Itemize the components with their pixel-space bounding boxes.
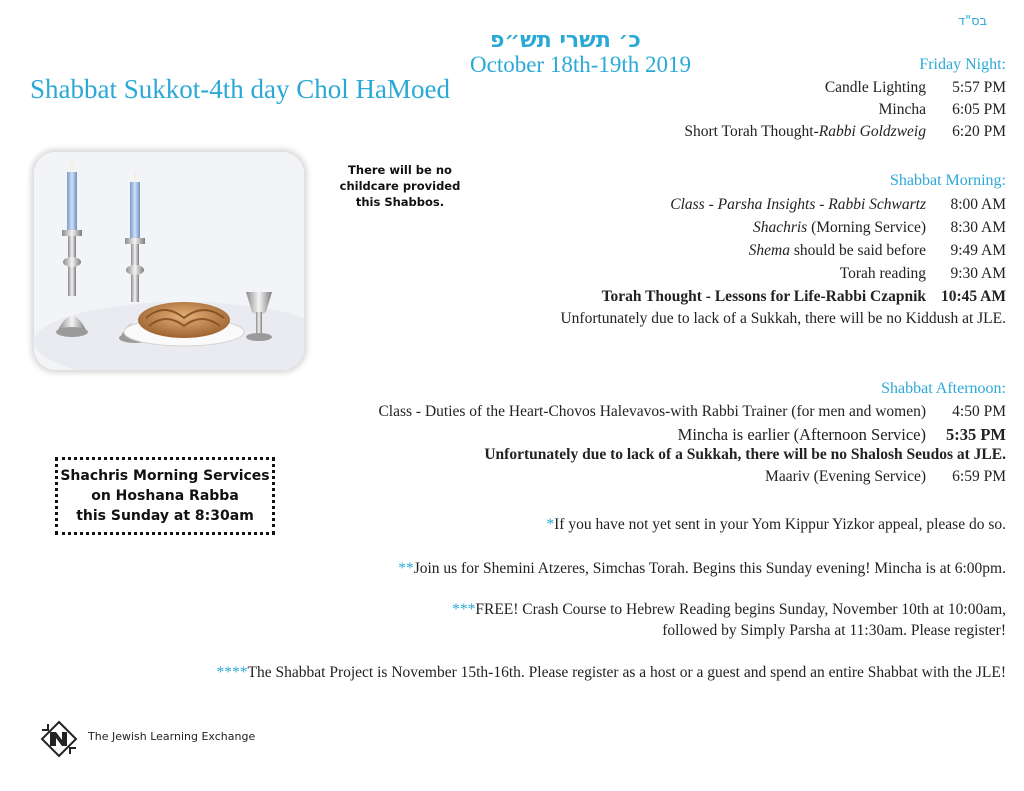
announcement-stars: **** (216, 664, 248, 681)
row-time: 8:30 AM (950, 219, 1006, 236)
bsd-mark: בס"ד (958, 14, 988, 29)
row-label: Mincha (878, 101, 926, 118)
jle-logo-icon (40, 720, 78, 758)
schedule-row (684, 123, 1006, 141)
schedule-row (753, 219, 1006, 237)
schedule-row (678, 425, 1006, 445)
hebrew-date: כ׳ תשרי תש״פ (490, 28, 641, 53)
hoshana-line-2: on Hoshana Rabba (91, 488, 239, 504)
announcement-stars: *** (452, 601, 476, 618)
announcement-stars: ** (398, 560, 414, 577)
kiddush-note: Unfortunately due to lack of a Sukkah, there will be no Kiddush at JLE. (560, 310, 1006, 327)
row-label: Class - Parsha Insights - Rabbi Schwartz (670, 196, 926, 213)
schedule-row (749, 242, 1006, 260)
shabbat-afternoon-heading: Shabbat Afternoon: (881, 380, 1006, 397)
row-label-part: Shachris (752, 219, 808, 236)
row-label-part: Shema (748, 242, 790, 259)
shabbat-morning-heading: Shabbat Morning: (890, 172, 1006, 189)
schedule-row (825, 79, 1006, 97)
row-label: Torah Thought - Lessons for Life-Rabbi Czapnik (601, 288, 926, 305)
row-label-part: should be said before (789, 242, 926, 259)
announcement-yizkor (546, 516, 1006, 534)
row-time: 6:05 PM (952, 101, 1006, 118)
row-time: 6:59 PM (952, 468, 1006, 485)
announcement-stars: * (546, 516, 555, 533)
schedule-row (670, 196, 1006, 214)
schedule-row (765, 468, 1006, 486)
row-time: 5:57 PM (952, 79, 1006, 96)
row-time: 9:30 AM (950, 265, 1006, 282)
announcement-text: FREE! Crash Course to Hebrew Reading begins Sunday, November 10th at 10:00am, (475, 601, 1006, 618)
childcare-note: There will be no childcare provided this Shabbos. (339, 163, 461, 209)
announcement-text: Join us for Shemini Atzeres, Simchas Torah. Begins this Sunday evening! Mincha is at 6:00pm. (413, 560, 1006, 577)
schedule-row (840, 265, 1006, 283)
shalosh-seudos-note: Unfortunately due to lack of a Sukkah, there will be no Shalosh Seudos at JLE. (484, 446, 1006, 463)
row-time: 6:20 PM (952, 123, 1006, 140)
row-time: 10:45 AM (940, 288, 1006, 305)
schedule-row (879, 101, 1006, 119)
row-time: 8:00 AM (950, 196, 1006, 213)
announcement-shemini-atzeres (398, 560, 1006, 578)
row-label: Torah reading (839, 265, 926, 282)
row-label: Maariv (Evening Service) (765, 468, 926, 485)
gregorian-date: October 18th-19th 2019 (470, 52, 692, 77)
shabbat-candles-image (34, 152, 304, 370)
hoshana-line-3: this Sunday at 8:30am (76, 508, 254, 524)
row-time: 5:35 PM (945, 425, 1006, 444)
schedule-row (602, 288, 1006, 306)
page-title: Shabbat Sukkot-4th day Chol HaMoed (30, 74, 450, 104)
row-label-part: Short Torah Thought- (684, 123, 819, 140)
row-label: Candle Lighting (824, 79, 926, 96)
schedule-row (378, 403, 1006, 421)
hoshana-line-1: Shachris Morning Services (60, 468, 270, 484)
announcement-shabbat-project (217, 664, 1006, 682)
announcement-hebrew-course (452, 601, 1006, 619)
row-label: Class - Duties of the Heart-Chovos Halevavos-with Rabbi Trainer (for men and women) (378, 403, 926, 420)
announcement-text: If you have not yet sent in your Yom Kippur Yizkor appeal, please do so. (554, 516, 1006, 533)
announcement-text: The Shabbat Project is November 15th-16th. Please register as a host or a guest and spend an entire Shabbat with the JLE! (247, 664, 1006, 681)
row-label (684, 123, 926, 141)
rabbi-name: Rabbi Goldzweig (818, 123, 926, 140)
org-name: The Jewish Learning Exchange (88, 730, 256, 743)
row-label-part: (Morning Service) (807, 219, 926, 236)
row-time: 4:50 PM (952, 403, 1006, 420)
row-label: Mincha is earlier (Afternoon Service) (677, 425, 926, 444)
friday-night-heading: Friday Night: (919, 56, 1006, 73)
row-label (749, 242, 926, 260)
announcement-hebrew-course-line2: followed by Simply Parsha at 11:30am. Please register! (662, 622, 1006, 639)
row-time: 9:49 AM (950, 242, 1006, 259)
hoshana-rabba-box (55, 457, 275, 535)
row-label (753, 219, 926, 237)
